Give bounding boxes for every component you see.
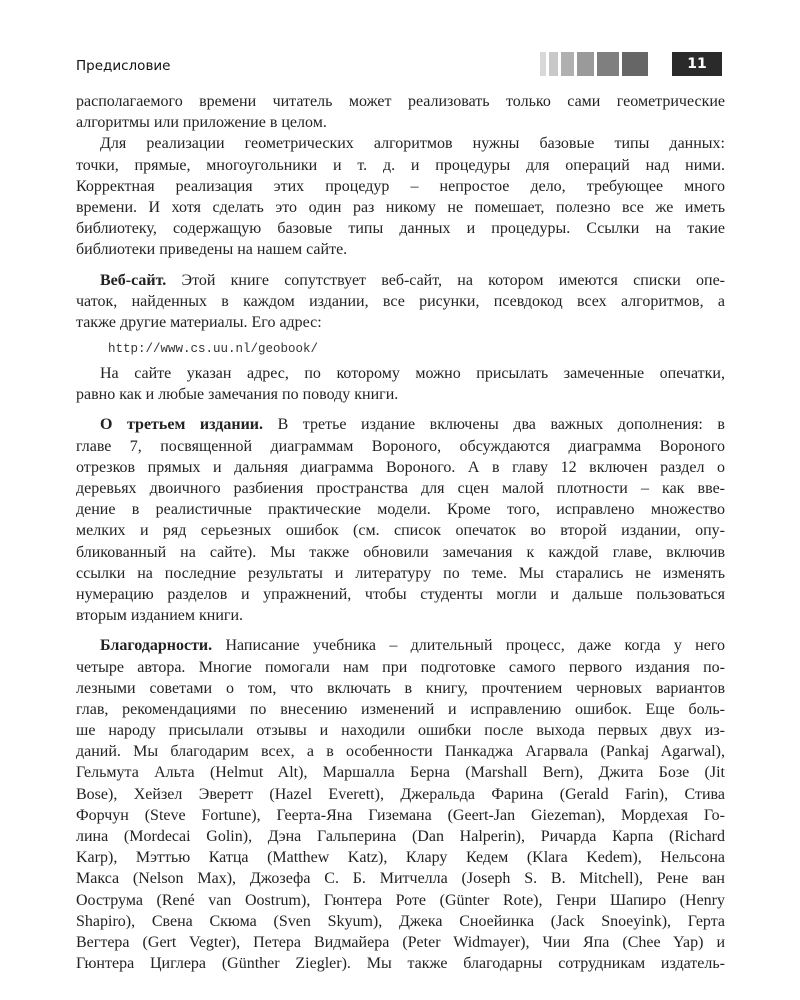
text-line-content: также другие материалы. Его адрес: [76, 313, 322, 331]
paragraph-lead-heading: О третьем издании. [100, 416, 264, 434]
text-line-content: равно как и любые замечания по поводу книги. [76, 386, 399, 404]
text-line-content: Написание учебника – длительный процесс, даже когда у него [212, 637, 725, 655]
text-line-content: лина (Mordecai Golin), Дэна Гальперина (Dan Halperin), Ричарда Карпа (Richard [76, 828, 725, 845]
text-line-content: бликованный на сайте). Мы также обновили замечания к каждой главе, включив [76, 543, 725, 561]
paragraph-lead-heading: Веб-сайт. [100, 271, 167, 289]
paragraph-website [76, 270, 725, 334]
header-bar [540, 52, 546, 76]
text-line [76, 436, 725, 457]
text-line [76, 133, 725, 154]
text-line-content: времени. И хотя сделать это один раз никому не помешает, полезно все же иметь [76, 198, 725, 216]
text-line [76, 911, 725, 932]
text-line-content: четыре автора. Многие помогали нам при подготовке самого первого издания по- [76, 658, 725, 676]
text-line-content: лезными советами о том, что включать в книгу, прочтением черновых вариантов [76, 679, 725, 697]
paragraph-data-types [76, 133, 725, 260]
text-line [76, 363, 725, 384]
paragraph-lead-heading: Благодарности. [100, 637, 213, 655]
text-line [76, 890, 725, 911]
header-bar [597, 52, 619, 76]
text-line-content: вторым изданием книги. [76, 607, 244, 625]
text-line [76, 762, 725, 783]
text-line [76, 176, 725, 197]
paragraph-website-errata [76, 363, 725, 405]
body-text [76, 91, 725, 974]
text-line-content: библиотеку, содержащую базовые типы данных и процедуры. Ссылки на такие [76, 220, 725, 238]
paragraph-acknowledgements [76, 635, 725, 974]
text-line [76, 826, 725, 847]
text-line [76, 478, 725, 499]
text-line-content: точки, прямые, многоугольники и т. д. и процедуры для операций над ними. [76, 156, 725, 174]
header-decoration-bars [540, 52, 651, 76]
text-line-content: Shapiro), Свена Скюма (Sven Skyum), Джека Сноейинка (Jack Snoeyink), Герта [76, 912, 725, 930]
text-line-content: библиотеки приведены на нашем сайте. [76, 241, 348, 259]
text-line-content: ссылки на последние результаты и литературу по теме. Мы старались не изменять [76, 564, 725, 582]
text-line [76, 932, 725, 953]
text-line-content: располагаемого времени читатель может реализовать только сами геометрические [76, 93, 725, 110]
text-line [76, 953, 725, 974]
text-line [76, 657, 725, 678]
text-line-content: алгоритмы или приложение в целом. [76, 114, 327, 132]
running-header-title: Предисловие [76, 58, 171, 74]
text-line-content: Корректная реализация этих процедур – непростое дело, требующее много [76, 177, 725, 195]
paragraph-intro-continued [76, 91, 725, 133]
text-line [76, 805, 725, 826]
header-bar [561, 52, 574, 76]
text-line [76, 678, 725, 699]
text-line-content: деревьях двоичного разбиения пространства для сцен малой плотности – как вве- [76, 480, 725, 497]
text-line-content: нумерацию разделов и упражнений, чтобы студенты могли и дальше пользоваться [76, 585, 725, 603]
text-line [76, 197, 725, 218]
text-line [76, 720, 725, 741]
text-line [76, 499, 725, 520]
text-line-content: На сайте указан адрес, по которому можно присылать замеченные опечатки, [100, 365, 725, 383]
text-line [76, 312, 725, 333]
text-line [76, 384, 725, 405]
text-line-content: главе 7, посвященной диаграммам Вороного, обсуждаются диаграмма Вороного [76, 437, 725, 455]
text-line-content: дение в реалистичные практические модели. Кроме того, исправлено множество [76, 501, 725, 519]
text-line [76, 91, 725, 112]
text-line-content: Форчун (Steve Fortune), Геерта-Яна Гиземана (Geert-Jan Giezeman), Мордехая Го- [76, 806, 725, 824]
text-line [76, 847, 725, 868]
text-line [76, 239, 725, 260]
text-line-content: ше народу присылали отзывы и находили ошибки после выхода первых двух из- [76, 722, 725, 740]
text-line [76, 291, 725, 312]
text-line-content: Вегтера (Gert Vegter), Петера Видмайера (Peter Widmayer), Чии Япа (Chee Yap) и [76, 933, 725, 951]
text-line [76, 635, 725, 656]
text-line-content: Гюнтера Циглера (Günther Ziegler). Мы также благодарны сотрудникам издатель- [76, 955, 725, 973]
text-line-content: Bose), Хейзел Эверетт (Hazel Everett), Джеральда Фарина (Gerald Farin), Стива [76, 785, 725, 803]
text-line [76, 112, 725, 133]
paragraph-third-edition [76, 414, 725, 626]
header-bar [577, 52, 594, 76]
header-bar [549, 52, 558, 76]
text-line [76, 542, 725, 563]
text-line [76, 868, 725, 889]
text-line-content: Гельмута Альта (Helmut Alt), Маршалла Берна (Marshall Bern), Джита Бозе (Jit [76, 764, 725, 782]
text-line [76, 741, 725, 762]
text-line [76, 563, 725, 584]
text-line-content: Karp), Мэттью Катца (Matthew Katz), Клару Кедем (Klara Kedem), Нельсона [76, 849, 725, 867]
text-line-content: отрезков прямых и дальняя диаграмма Вороного. А в главу 12 включен раздел о [76, 458, 725, 476]
text-line [76, 155, 725, 176]
text-line [76, 270, 725, 291]
text-line [76, 605, 725, 626]
text-line [76, 584, 725, 605]
text-line-content: Для реализации геометрических алгоритмов нужны базовые типы данных: [100, 135, 725, 153]
text-line-content: даний. Мы благодарим всех, а в особенности Панкаджа Агарвала (Pankaj Agarwal), [76, 743, 725, 761]
text-line [76, 457, 725, 478]
text-line-content: Макса (Nelson Max), Джозефа С. Б. Митчелла (Joseph S. B. Mitchell), Рене ван [76, 870, 725, 888]
text-line [76, 784, 725, 805]
text-line-content: Оострума (René van Oostrum), Гюнтера Роте (Günter Rote), Генри Шапиро (Henry [76, 891, 725, 909]
website-url[interactable]: http://www.cs.uu.nl/geobook/ [108, 342, 319, 357]
header-bar [622, 52, 648, 76]
text-line [76, 699, 725, 720]
page-number: 11 [672, 52, 722, 76]
text-line [76, 520, 725, 541]
text-line-content: глав, рекомендациями по внесению изменений и исправлению ошибок. Еще боль- [76, 700, 725, 718]
text-line-content: В третье издание включены два важных дополнения: в [263, 416, 725, 434]
text-line-content: Этой книге сопутствует веб-сайт, на котором имеются списки опе- [166, 271, 725, 289]
text-line-content: мелких и ряд серьезных ошибок (см. список опечаток во второй издании, опу- [76, 522, 725, 540]
text-line [76, 218, 725, 239]
text-line [76, 414, 725, 435]
text-line-content: чаток, найденных в каждом издании, все рисунки, псевдокод всех алгоритмов, а [76, 292, 725, 310]
